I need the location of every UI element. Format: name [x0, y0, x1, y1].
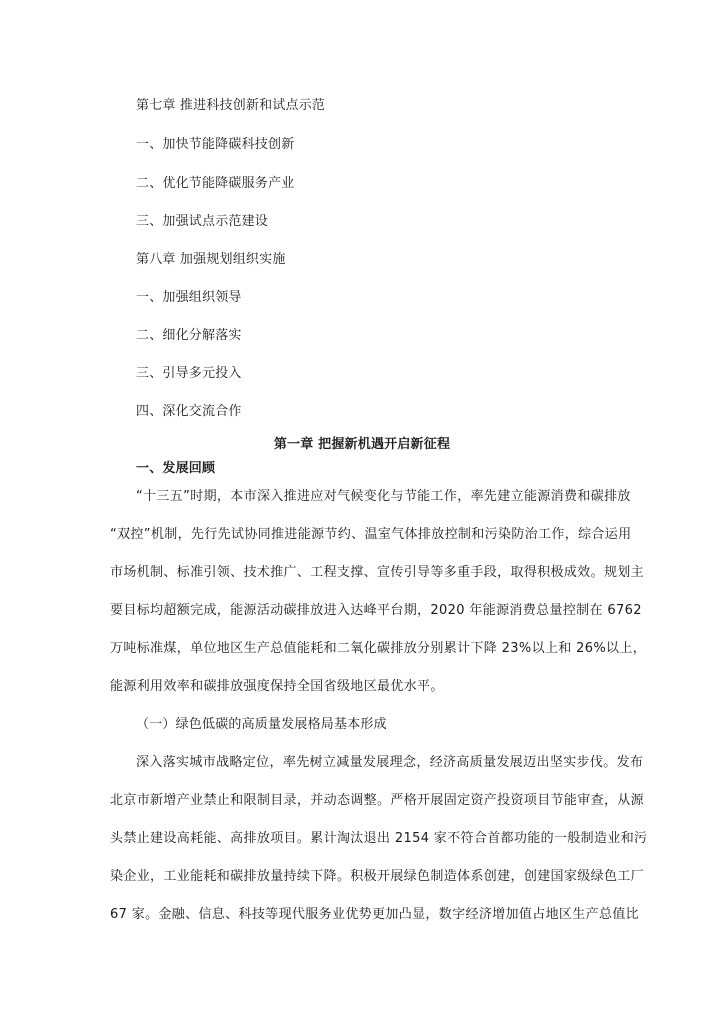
section-title: 一、发展回顾: [136, 461, 216, 476]
chapter-title: 第一章 把握新机遇开启新征程: [273, 437, 451, 452]
paragraph-line: “十三五”时期，本市深入推进应对气候变化与节能工作，率先建立能源消费和碳排放: [136, 489, 631, 504]
toc-chapter-8: 第八章 加强规划组织实施: [136, 252, 286, 267]
paragraph-line: “双控”机制，先行先试协同推进能源节约、温室气体排放控制和污染防治工作，综合运用: [110, 527, 632, 542]
toc-item: 三、加强试点示范建设: [136, 214, 269, 229]
toc-chapter-7: 第七章 推进科技创新和试点示范: [136, 98, 326, 113]
paragraph-line: 染企业，工业能耗和碳排放量持续下降。积极开展绿色制造体系创建，创建国家级绿色工厂: [110, 869, 645, 884]
toc-item: 二、优化节能降碳服务产业: [136, 176, 295, 191]
paragraph-line: 北京市新增产业禁止和限制目录，并动态调整。严格开展固定资产投资项目节能审查，从源: [110, 793, 645, 808]
subsection-title: （一）绿色低碳的高质量发展格局基本形成: [136, 717, 387, 732]
paragraph-line: 67 家。金融、信息、科技等现代服务业优势更加凸显，数字经济增加值占地区生产总值比: [110, 907, 640, 922]
paragraph-line: 能源利用效率和碳排放强度保持全国省级地区最优水平。: [110, 679, 444, 694]
paragraph-line: 市场机制、标准引领、技术推广、工程支撑、宣传引导等多重手段，取得积极成效。规划主: [110, 565, 645, 580]
paragraph-line: 头禁止建设高耗能、高排放项目。累计淘汰退出 2154 家不符合首都功能的一般制造业和污: [110, 831, 648, 846]
toc-item: 二、细化分解落实: [136, 328, 242, 343]
toc-item: 四、深化交流合作: [136, 404, 242, 419]
toc-item: 一、加强组织领导: [136, 290, 242, 305]
toc-item: 三、引导多元投入: [136, 366, 242, 381]
paragraph-line: 深入落实城市战略定位，率先树立减量发展理念，经济高质量发展迈出坚实步伐。发布: [136, 755, 644, 770]
paragraph-line: 要目标均超额完成，能源活动碳排放进入达峰平台期，2020 年能源消费总量控制在 6762: [110, 603, 642, 618]
paragraph-line: 万吨标准煤，单位地区生产总值能耗和二氧化碳排放分别累计下降 23%以上和 26%以上，: [110, 641, 647, 656]
toc-item: 一、加快节能降碳科技创新: [136, 137, 295, 152]
